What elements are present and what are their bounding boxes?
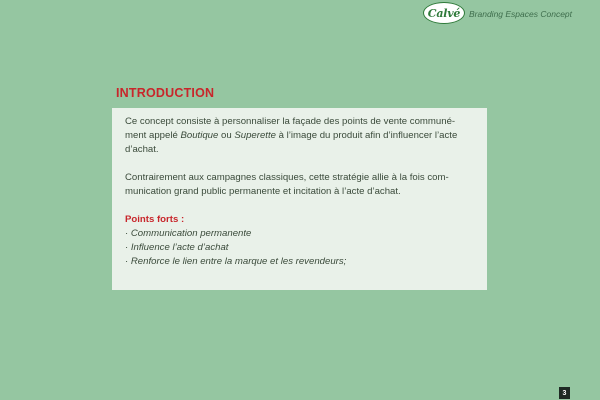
para1-em-boutique: Boutique: [180, 130, 219, 141]
list-item: · Influence l’acte d’achat: [125, 241, 475, 255]
para1-mid: ou: [218, 130, 235, 141]
intro-paragraph: [125, 115, 475, 157]
points-forts-list: [125, 227, 475, 269]
logo-text: Calvé: [427, 6, 461, 20]
para1-start: Ce concept consiste à personnaliser la façade des points de vente communé-ment appelé: [125, 116, 456, 141]
intro-card: [112, 108, 487, 290]
list-item: · Communication permanente: [125, 227, 475, 241]
page-number: 3: [559, 387, 570, 399]
header-tagline: Branding Espaces Concept: [469, 9, 573, 19]
strategy-paragraph: Contrairement aux campagnes classiques, cette stratégie allie à la fois com-munication grand public permanente et incitation à l’acte d’achat.: [125, 172, 449, 197]
para1-end: à l’image du produit afin d’influencer l’acte d’achat.: [125, 130, 458, 155]
calve-logo: [423, 2, 465, 24]
points-forts-title: Points forts :: [125, 214, 185, 225]
list-item: · Renforce le lien entre la marque et les revendeurs;: [125, 255, 475, 269]
para1-em-superette: Superette: [234, 130, 276, 141]
section-title: INTRODUCTION: [116, 86, 215, 100]
